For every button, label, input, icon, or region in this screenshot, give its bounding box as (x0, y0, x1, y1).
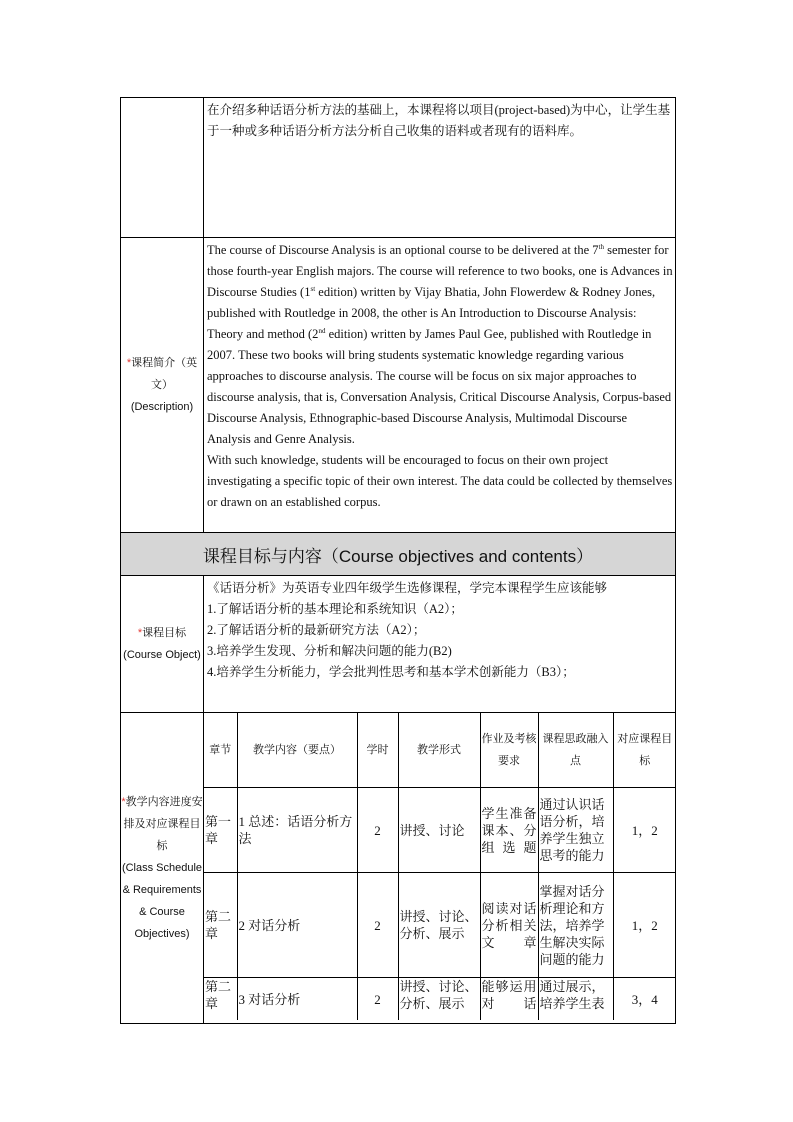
table-row (204, 978, 676, 1021)
row-hours: 2 (357, 873, 398, 978)
description-row (121, 238, 676, 533)
objectives-list (204, 576, 676, 713)
header-homework: 作业及考核要求 (480, 713, 538, 788)
required-marker: * (121, 796, 126, 808)
row-chapter: 第二章 (204, 873, 237, 978)
schedule-header-row (204, 713, 676, 788)
schedule-label-cn: 教学内容进度安排及对应课程目标 (123, 796, 203, 852)
objective-item: 2.了解话语分析的最新研究方法（A2）； (207, 623, 426, 637)
schedule-label (121, 713, 204, 1024)
table-row (204, 873, 676, 978)
header-ideology: 课程思政融入点 (538, 713, 613, 788)
objective-item: 4.培养学生分析能力，学会批判性思考和基本学术创新能力（B3）； (207, 665, 575, 679)
row-ideology: 通过展示，培养学生表 (538, 978, 613, 1021)
objective-item: 《话语分析》为英语专业四年级学生选修课程，学完本课程学生应该能够 (207, 581, 608, 595)
row-hours: 2 (357, 788, 398, 873)
header-form: 教学形式 (398, 713, 480, 788)
objective-item: 3.培养学生发现、分析和解决问题的能力(B2) (207, 644, 452, 658)
row-goals: 3，4 (613, 978, 676, 1021)
intro-cn-label-cell (121, 98, 204, 238)
schedule-label-en: (Class Schedule & Requirements & Course Objectives) (121, 862, 203, 940)
row-ideology: 掌握对话分析理论和方法，培养学生解决实际问题的能力 (538, 873, 613, 978)
table-row (204, 788, 676, 873)
row-hours: 2 (357, 978, 398, 1021)
row-form: 讲授、讨论 (398, 788, 480, 873)
row-goals: 1，2 (613, 788, 676, 873)
description-text (204, 238, 676, 533)
row-goals: 1，2 (613, 873, 676, 978)
header-hours: 学时 (357, 713, 398, 788)
required-marker: * (126, 357, 132, 369)
schedule-cell (204, 713, 676, 1024)
row-homework: 阅读对话分析相关文章 (480, 873, 538, 978)
description-label (121, 238, 204, 533)
row-content: 3 对话分析 (237, 978, 357, 1021)
section-heading: 课程目标与内容（Course objectives and contents） (121, 533, 676, 576)
description-label-en: (Description) (130, 401, 194, 413)
section-heading-row (121, 533, 676, 576)
header-content: 教学内容（要点） (237, 713, 357, 788)
schedule-row (121, 713, 676, 1024)
row-homework: 能够运用对话 (480, 978, 538, 1021)
description-paragraph-1: The course of Discourse Analysis is an optional course to be delivered at the 7th semester for those fourth-year English majors. The course will reference to two books, one is Advances in Discourse Studies (1st edition) written by Vijay Bhatia, John Flowerdew & Rodney Jones, published with Routledge in 2008, the other is An Introduction to Discourse Analysis: Theory and method (2nd edition) written by James Paul Gee, published with Routledge in 2007. These two books will bring students systematic knowledge regarding various approaches to discourse analysis. The course will be focus on six major approaches to discourse analysis, that is, Conversation Analysis, Critical Discourse Analysis, Corpus-based Discourse Analysis, Ethnographic-based Discourse Analysis, Multimodal Discourse Analysis and Genre Analysis. (207, 242, 673, 446)
row-ideology: 通过认识话语分析，培养学生独立思考的能力 (538, 788, 613, 873)
description-label-cn: 课程简介（英文） (131, 357, 198, 391)
row-homework: 学生准备课本、分组选题 (480, 788, 538, 873)
objectives-label-cn: 课程目标 (142, 627, 187, 639)
course-syllabus-table (120, 97, 676, 1024)
row-chapter: 第二章 (204, 978, 237, 1021)
row-form: 讲授、讨论、分析、展示 (398, 873, 480, 978)
objective-item: 1.了解话语分析的基本理论和系统知识（A2）； (207, 602, 463, 616)
header-chapter: 章节 (204, 713, 237, 788)
intro-cn-text: 在介绍多种话语分析方法的基础上，本课程将以项目(project-based)为中心，让学生基于一种或多种话语分析方法分析自己收集的语料或者现有的语料库。 (204, 98, 676, 238)
required-marker: * (137, 627, 143, 639)
row-chapter: 第一章 (204, 788, 237, 873)
row-form: 讲授、讨论、分析、展示 (398, 978, 480, 1021)
objectives-row (121, 576, 676, 713)
schedule-table (204, 713, 676, 1020)
objectives-label-en: (Course Object) (123, 649, 201, 661)
objectives-label (121, 576, 204, 713)
row-content: 1 总述：话语分析方法 (237, 788, 357, 873)
row-content: 2 对话分析 (237, 873, 357, 978)
intro-cn-row (121, 98, 676, 238)
header-goals: 对应课程目标 (613, 713, 676, 788)
description-paragraph-2: With such knowledge, students will be encouraged to focus on their own project investigating a specific topic of their own interest. The data could be collected by themselves or drawn on an established corpus. (207, 453, 673, 509)
